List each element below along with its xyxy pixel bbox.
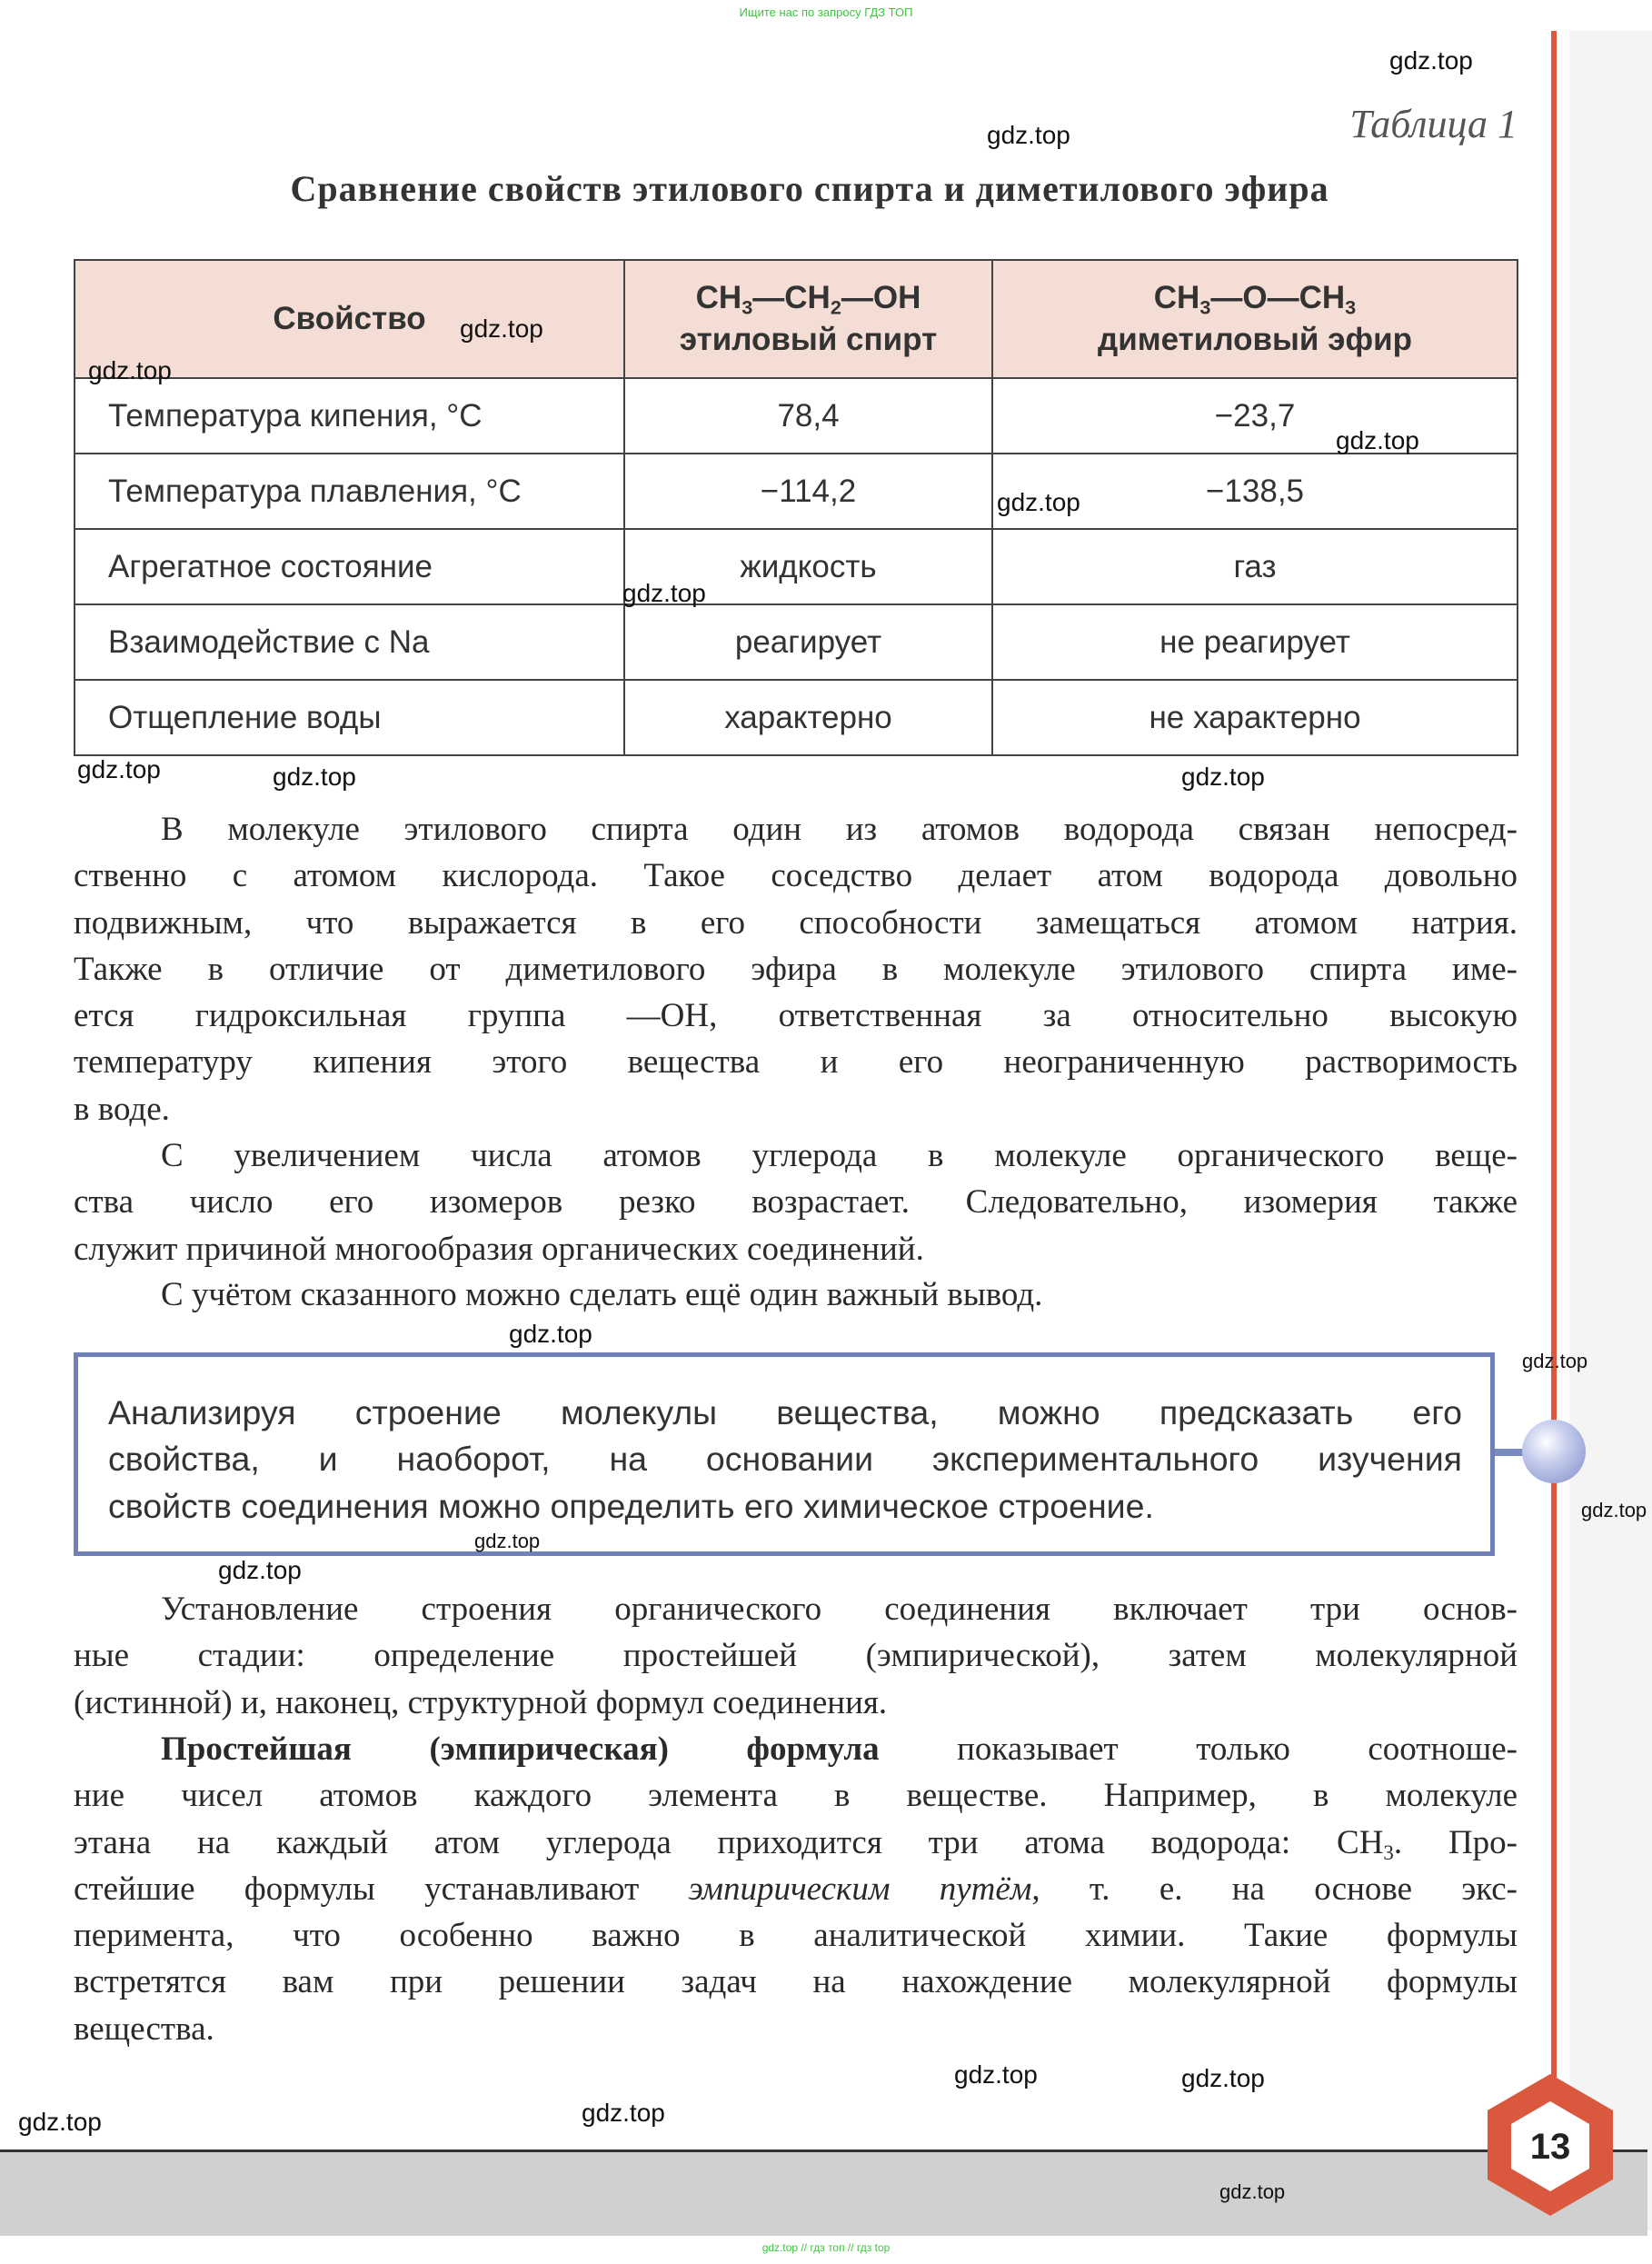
table-row: [75, 378, 1518, 454]
watermark: gdz.top: [1181, 763, 1265, 791]
text-line: [74, 1726, 1518, 1772]
text-segment: этана на каждый атом углерода приходится три атома водорода: CH: [74, 1823, 1384, 1861]
text-segment: ные стадии: определение простейшей (эмпирической), затем молекулярной: [74, 1637, 1518, 1675]
ethanol-name: этиловый спирт: [679, 322, 938, 357]
watermark: gdz.top: [18, 2108, 102, 2136]
watermark: gdz.top: [77, 755, 161, 783]
text-segment: служит причиной многообразия органических соединений.: [74, 1230, 924, 1268]
cell-property: Температура плавления, °C: [75, 454, 624, 529]
table-row: [75, 680, 1518, 755]
watermark: gdz.top: [474, 1530, 541, 1552]
cell-ethanol: жидкость: [624, 529, 992, 604]
highlight-text: [108, 1390, 1462, 1530]
comparison-table: [74, 259, 1518, 756]
text-segment: ства число его изомеров резко возрастает. Следовательно, изомерия также: [74, 1183, 1518, 1222]
text-line: [74, 853, 1518, 899]
text-segment: Также в отличие от диметилового эфира в молекуле этилового спирта име-: [74, 950, 1518, 988]
highlight-line: Анализируя строение молекулы вещества, можно предсказать его: [108, 1393, 1462, 1431]
footer-band: [0, 2149, 1647, 2236]
table-title: Сравнение свойств этилового спирта и диметилового эфира: [290, 168, 1329, 209]
text-segment: (истинной) и, наконец, структурной формул соединения.: [74, 1683, 888, 1721]
cell-ether: не характерно: [992, 680, 1518, 755]
watermark: gdz.top: [1522, 1350, 1588, 1372]
cell-ether: газ: [992, 529, 1518, 604]
text-line: [74, 1912, 1518, 1959]
margin-line: [1551, 31, 1557, 2112]
bold-term: Простейшая (эмпирическая) формула: [161, 1730, 880, 1768]
text-segment: стейшие формулы устанавливают: [74, 1870, 689, 1908]
text-line: [74, 1272, 1518, 1318]
cell-property: Температура кипения, °C: [75, 378, 624, 454]
header-ethanol: [624, 260, 992, 378]
italic-term: эмпирическим путём: [688, 1870, 1032, 1908]
text-segment: перимента, что особенно важно в аналитической химии. Такие формулы: [74, 1917, 1518, 1955]
text-segment: ется гидроксильная группа —OH, ответственная за относительно высокую: [74, 997, 1518, 1035]
watermark: gdz.top: [1181, 2064, 1265, 2092]
text-segment: в воде.: [74, 1090, 170, 1128]
body-paragraph: [74, 1132, 1518, 1272]
watermark: gdz.top: [954, 2060, 1038, 2089]
text-segment: . Про-: [1393, 1823, 1518, 1861]
text-line: [74, 1039, 1518, 1085]
text-segment: 3: [1383, 1840, 1394, 1864]
watermark: gdz.top: [1336, 426, 1419, 454]
text-segment: встретятся вам при решении задач на нахождение молекулярной формулы: [74, 1963, 1518, 2001]
header-property: Свойство: [75, 260, 624, 378]
watermark: gdz.top: [88, 356, 172, 384]
text-line: [74, 1132, 1518, 1179]
cell-ether: −23,7: [992, 378, 1518, 454]
table-caption: Таблица 1: [1349, 102, 1518, 146]
watermark: gdz.top: [582, 2099, 665, 2127]
page-number: 13: [1529, 2127, 1571, 2167]
top-note: Ищите нас по запросу ГДЗ ТОП: [739, 5, 913, 19]
text-segment: С увеличением числа атомов углерода в молекуле органического веще-: [161, 1137, 1518, 1174]
ethanol-formula: $CH_3—CH_2—OH$: [695, 280, 921, 319]
body-paragraph: [74, 1272, 1518, 1318]
text-segment: В молекуле этилового спирта один из атомов водорода связан непосред-: [161, 811, 1518, 848]
text-segment: подвижным, что выражается в его способности замещаться атомом натрия.: [74, 903, 1518, 942]
cell-ether: −138,5: [992, 454, 1518, 529]
text-line: [74, 1086, 1518, 1132]
header-ether: [992, 260, 1518, 378]
body-paragraph: [74, 1586, 1518, 1726]
ether-name: диметиловый эфир: [1098, 322, 1412, 357]
watermark: gdz.top: [622, 579, 706, 607]
watermark: gdz.top: [218, 1556, 302, 1584]
body-paragraph: [74, 806, 1518, 1132]
table-row: [75, 454, 1518, 529]
text-segment: показывает только соотноше-: [879, 1730, 1518, 1768]
text-segment: , т. е. на основе экс-: [1031, 1870, 1518, 1908]
cell-property: Агрегатное состояние: [75, 529, 624, 604]
text-line: [74, 1226, 1518, 1272]
text-segment: температуру кипения этого вещества и его неограниченную растворимость: [74, 1043, 1518, 1082]
highlight-box: [74, 1352, 1495, 1556]
cell-ethanol: характерно: [624, 680, 992, 755]
text-segment: Установление строения органического соединения включает три основ-: [161, 1591, 1518, 1628]
watermark: gdz.top: [987, 121, 1070, 149]
cell-ethanol: 78,4: [624, 378, 992, 454]
watermark: gdz.top: [460, 314, 543, 343]
cell-ether: не реагирует: [992, 604, 1518, 680]
watermark: gdz.top: [997, 488, 1080, 516]
text-line: [74, 806, 1518, 853]
watermark: gdz.top: [273, 763, 356, 791]
watermark: gdz.top: [1389, 46, 1473, 75]
text-line: [74, 900, 1518, 946]
text-line: [74, 1772, 1518, 1819]
cell-ethanol: реагирует: [624, 604, 992, 680]
text-line: [74, 946, 1518, 992]
page-number-badge: [1484, 2072, 1617, 2218]
highlight-line: свойств соединения можно определить его химическое строение.: [108, 1486, 1154, 1525]
text-line: [74, 1820, 1518, 1866]
bead-ornament: [1522, 1420, 1586, 1483]
page-edge: [1569, 31, 1652, 2230]
text-line: [74, 992, 1518, 1039]
text-line: [74, 1959, 1518, 2005]
text-line: [74, 1866, 1518, 1912]
cell-property: Отщепление воды: [75, 680, 624, 755]
bottom-note: gdz.top // гдз топ // гдз top: [761, 2241, 891, 2254]
text-segment: вещества.: [74, 2010, 214, 2048]
cell-ethanol: −114,2: [624, 454, 992, 529]
ether-formula: $CH_3—O—CH_3$: [1153, 280, 1357, 319]
text-line: [74, 1680, 1518, 1726]
table-row: [75, 604, 1518, 680]
text-segment: ственно с атомом кислорода. Такое соседство делает атом водорода довольно: [74, 857, 1518, 895]
watermark: gdz.top: [509, 1320, 592, 1348]
text-line: [74, 1179, 1518, 1225]
text-segment: С учётом сказанного можно сделать ещё один важный вывод.: [161, 1276, 1043, 1313]
watermark: gdz.top: [1219, 2180, 1286, 2203]
text-line: [74, 1586, 1518, 1632]
text-segment: ние чисел атомов каждого элемента в веществе. Например, в молекуле: [74, 1777, 1518, 1815]
table-row: [75, 529, 1518, 604]
text-line: [74, 2006, 1518, 2052]
table-header-row: [75, 260, 1518, 378]
watermark: gdz.top: [1581, 1499, 1647, 1521]
cell-property: Взаимодействие с Na: [75, 604, 624, 680]
highlight-line: свойства, и наоборот, на основании экспериментального изучения: [108, 1440, 1462, 1479]
body-paragraph: [74, 1726, 1518, 2052]
text-line: [74, 1632, 1518, 1679]
